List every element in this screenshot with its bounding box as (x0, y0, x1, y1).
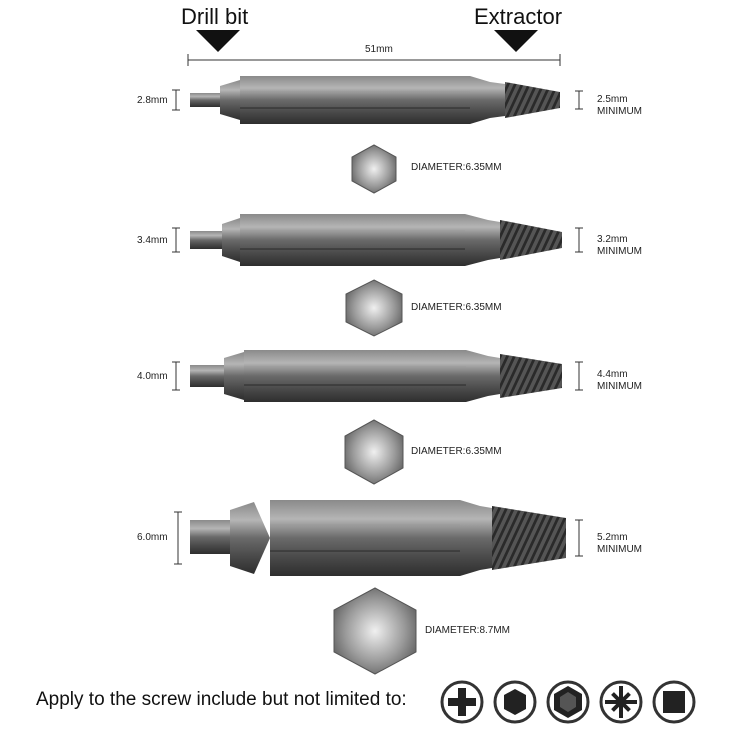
extractor-size-label: 5.2mm MINIMUM (597, 532, 642, 555)
hex-shank-icon (334, 588, 416, 674)
drill-bit-label: Drill bit (181, 4, 249, 29)
hex-shank-icon (352, 145, 396, 193)
bit-4 (190, 500, 566, 576)
diameter-label: DIAMETER:8.7MM (425, 625, 511, 636)
drill-size-label: 3.4mm (137, 235, 168, 246)
diameter-label: DIAMETER:6.35MM (411, 302, 502, 313)
drill-arrow-icon (196, 30, 240, 52)
hex-screw-icon (495, 682, 535, 722)
phillips-screw-icon (442, 682, 482, 722)
extractor-size-label: 3.2mm MINIMUM (597, 234, 642, 257)
extractor-size-label: 4.4mm MINIMUM (597, 369, 642, 392)
hex-socket-screw-icon (548, 682, 588, 722)
bit-2 (190, 214, 562, 266)
length-label: 51mm (365, 44, 393, 55)
extractor-label: Extractor (474, 4, 563, 29)
hex-shank-icon (346, 280, 402, 336)
diameter-label: DIAMETER:6.35MM (411, 446, 502, 457)
star-screw-icon (601, 682, 641, 722)
hex-shank-icon (345, 420, 403, 484)
drill-size-label: 2.8mm (137, 95, 168, 106)
bit-1 (190, 76, 560, 124)
extractor-arrow-icon (494, 30, 538, 52)
drill-size-label: 4.0mm (137, 371, 168, 382)
square-screw-icon (654, 682, 694, 722)
extractor-size-label: 2.5mm MINIMUM (597, 94, 642, 117)
drill-size-label: 6.0mm (137, 532, 168, 543)
diameter-label: DIAMETER:6.35MM (411, 162, 502, 173)
apply-text: Apply to the screw include but not limited to: (36, 689, 407, 710)
bit-3 (190, 350, 562, 402)
